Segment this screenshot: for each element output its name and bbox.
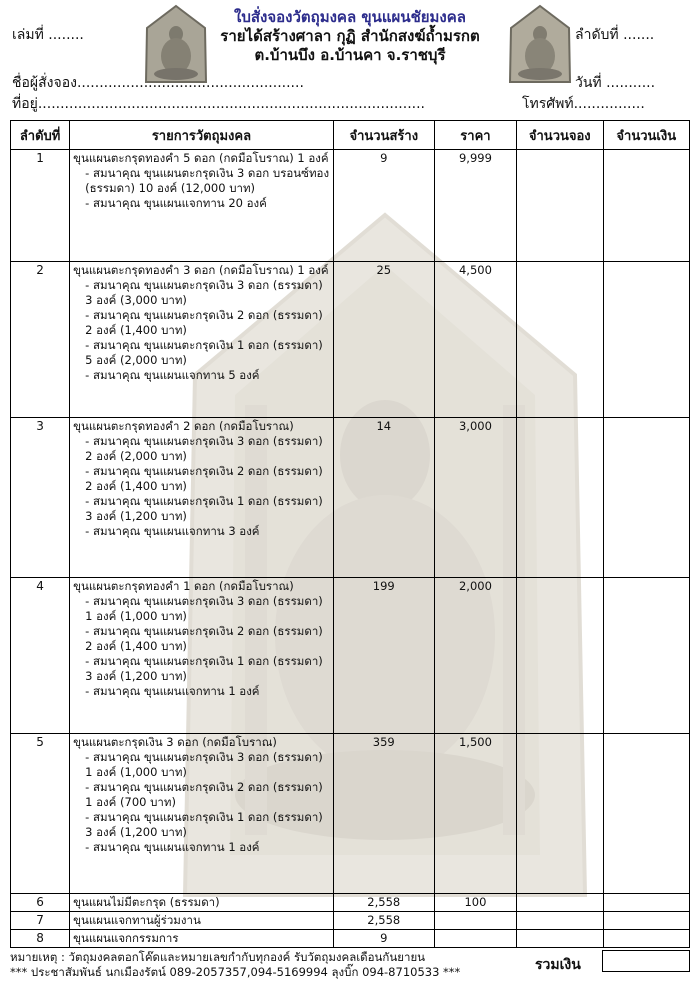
item-main-text: ขุนแผนไม่มีตะกรุด (ธรรมดา) xyxy=(73,895,220,909)
item-bonus-text: - สมนาคุณ ขุนแผนตะกรุดเงิน 2 ดอก (ธรรมดา) 2 องค์ (1,400 บาท) xyxy=(85,464,323,493)
row-reserve-cell[interactable] xyxy=(517,418,603,578)
row-amount-cell[interactable] xyxy=(603,418,690,578)
row-amount-cell[interactable] xyxy=(603,578,690,734)
item-main-text: ขุนแผนตะกรุดทองคำ 5 ดอก (กดมือโบราณ) 1 องค์ xyxy=(73,151,329,165)
item-main-text: ขุนแผนแจกกรรมการ xyxy=(73,931,179,945)
row-quantity: 9 xyxy=(333,150,434,262)
item-bonus-text: - สมนาคุณ ขุนแผนตะกรุดเงิน 2 ดอก (ธรรมดา) 1 องค์ (700 บาท) xyxy=(85,780,323,809)
item-bonus-text: - สมนาคุณ ขุนแผนแจกทาน 20 องค์ xyxy=(85,196,267,210)
header-quantity: จำนวนสร้าง xyxy=(333,121,434,150)
item-bonus-text: - สมนาคุณ ขุนแผนตะกรุดเงิน 3 ดอก (ธรรมดา) 2 องค์ (2,000 บาท) xyxy=(85,434,323,463)
row-price xyxy=(434,912,516,930)
item-main-text: ขุนแผนตะกรุดทองคำ 3 ดอก (กดมือโบราณ) 1 องค์ xyxy=(73,263,329,277)
row-amount-cell[interactable] xyxy=(603,734,690,894)
row-item xyxy=(70,262,334,418)
footer xyxy=(10,950,460,980)
item-main-text: ขุนแผนตะกรุดทองคำ 2 ดอก (กดมือโบราณ) xyxy=(73,419,294,433)
table-row xyxy=(11,930,690,948)
row-reserve-cell[interactable] xyxy=(517,894,603,912)
row-reserve-cell[interactable] xyxy=(517,912,603,930)
row-amount-cell[interactable] xyxy=(603,262,690,418)
table-row xyxy=(11,262,690,418)
row-price: 1,500 xyxy=(434,734,516,894)
item-main-text: ขุนแผนแจกทานผู้ร่วมงาน xyxy=(73,913,201,927)
row-quantity: 14 xyxy=(333,418,434,578)
row-quantity: 2,558 xyxy=(333,894,434,912)
item-main-text: ขุนแผนตะกรุดเงิน 3 ดอก (กดมือโบราณ) xyxy=(73,735,277,749)
table-row xyxy=(11,418,690,578)
header-reserve: จำนวนจอง xyxy=(517,121,603,150)
row-quantity: 199 xyxy=(333,578,434,734)
row-reserve-cell[interactable] xyxy=(517,930,603,948)
row-item xyxy=(70,150,334,262)
row-price: 3,000 xyxy=(434,418,516,578)
row-price xyxy=(434,930,516,948)
form-title-block xyxy=(185,8,515,65)
item-bonus-text: - สมนาคุณ ขุนแผนแจกทาน 1 องค์ xyxy=(85,840,260,854)
row-quantity: 25 xyxy=(333,262,434,418)
header-amount: จำนวนเงิน xyxy=(603,121,690,150)
row-price: 2,000 xyxy=(434,578,516,734)
row-amount-cell[interactable] xyxy=(603,894,690,912)
row-item xyxy=(70,734,334,894)
row-number: 4 xyxy=(11,578,70,734)
row-reserve-cell[interactable] xyxy=(517,150,603,262)
form-title: ใบสั่งจองวัตถุมงคล ขุนแผนชัยมงคล xyxy=(234,8,466,26)
phone-field[interactable]: โทรศัพท์................ xyxy=(522,96,645,112)
table-row xyxy=(11,734,690,894)
row-number: 5 xyxy=(11,734,70,894)
item-bonus-text: - สมนาคุณ ขุนแผนตะกรุดเงิน 3 ดอก บรอนซ์ทอง (ธรรมดา) 10 องค์ (12,000 บาท) xyxy=(85,166,330,195)
row-amount-cell[interactable] xyxy=(603,912,690,930)
order-table xyxy=(10,120,690,948)
sequence-number-label: ลำดับที่ ....... xyxy=(575,27,655,43)
row-item xyxy=(70,930,334,948)
item-bonus-text: - สมนาคุณ ขุนแผนตะกรุดเงิน 3 ดอก (ธรรมดา) 3 องค์ (3,000 บาท) xyxy=(85,278,323,307)
row-item xyxy=(70,418,334,578)
row-quantity: 359 xyxy=(333,734,434,894)
row-item xyxy=(70,912,334,930)
item-bonus-text: - สมนาคุณ ขุนแผนตะกรุดเงิน 1 ดอก (ธรรมดา) 3 องค์ (1,200 บาท) xyxy=(85,810,323,839)
row-number: 7 xyxy=(11,912,70,930)
item-bonus-text: - สมนาคุณ ขุนแผนแจกทาน 5 องค์ xyxy=(85,368,260,382)
row-number: 1 xyxy=(11,150,70,262)
header-price: ราคา xyxy=(434,121,516,150)
item-bonus-text: - สมนาคุณ ขุนแผนตะกรุดเงิน 3 ดอก (ธรรมดา) 1 องค์ (1,000 บาท) xyxy=(85,750,323,779)
row-number: 6 xyxy=(11,894,70,912)
form-subtitle: รายได้สร้างศาลา กุฏิ สำนักสงฆ์ถ้ำมรกต xyxy=(220,27,480,45)
item-main-text: ขุนแผนตะกรุดทองคำ 1 ดอก (กดมือโบราณ) xyxy=(73,579,294,593)
row-amount-cell[interactable] xyxy=(603,150,690,262)
row-amount-cell[interactable] xyxy=(603,930,690,948)
item-bonus-text: - สมนาคุณ ขุนแผนตะกรุดเงิน 1 ดอก (ธรรมดา) 5 องค์ (2,000 บาท) xyxy=(85,338,323,367)
total-label: รวมเงิน xyxy=(535,957,581,973)
row-price: 100 xyxy=(434,894,516,912)
row-quantity: 2,558 xyxy=(333,912,434,930)
header-item: รายการวัตถุมงคล xyxy=(70,121,334,150)
orderer-name-field[interactable]: ชื่อผู้สั่งจอง................................................... xyxy=(12,75,304,91)
date-field[interactable]: วันที่ ........... xyxy=(575,75,656,91)
item-bonus-text: - สมนาคุณ ขุนแผนตะกรุดเงิน 2 ดอก (ธรรมดา) 2 องค์ (1,400 บาท) xyxy=(85,308,323,337)
amulet-right-image xyxy=(507,4,573,84)
item-bonus-text: - สมนาคุณ ขุนแผนแจกทาน 1 องค์ xyxy=(85,684,260,698)
item-bonus-text: - สมนาคุณ ขุนแผนตะกรุดเงิน 1 ดอก (ธรรมดา) 3 องค์ (1,200 บาท) xyxy=(85,494,323,523)
row-item xyxy=(70,578,334,734)
row-reserve-cell[interactable] xyxy=(517,578,603,734)
header-no: ลำดับที่ xyxy=(11,121,70,150)
row-quantity: 9 xyxy=(333,930,434,948)
total-amount-box[interactable] xyxy=(602,950,690,972)
address-field[interactable]: ที่อยู่....................................................................................... xyxy=(12,96,426,112)
footer-note: หมายเหตุ : วัตถุมงคลตอกโค๊ดและหมายเลขกำกับทุกองค์ รับวัตถุมงคลเดือนกันยายน xyxy=(10,950,426,964)
table-row xyxy=(11,912,690,930)
table-header-row xyxy=(11,121,690,150)
form-location: ต.บ้านบึง อ.บ้านคา จ.ราชบุรี xyxy=(254,46,446,64)
row-number: 3 xyxy=(11,418,70,578)
table-row xyxy=(11,894,690,912)
table-body xyxy=(11,150,690,948)
row-reserve-cell[interactable] xyxy=(517,262,603,418)
table-row xyxy=(11,150,690,262)
item-bonus-text: - สมนาคุณ ขุนแผนตะกรุดเงิน 2 ดอก (ธรรมดา) 2 องค์ (1,400 บาท) xyxy=(85,624,323,653)
row-reserve-cell[interactable] xyxy=(517,734,603,894)
item-bonus-text: - สมนาคุณ ขุนแผนแจกทาน 3 องค์ xyxy=(85,524,260,538)
row-price: 4,500 xyxy=(434,262,516,418)
table-row xyxy=(11,578,690,734)
book-number-label: เล่มที่ ........ xyxy=(12,27,84,43)
row-number: 8 xyxy=(11,930,70,948)
footer-contact: *** ประชาสัมพันธ์ นกเมืองรัตน์ 089-2057357,094-5169994 ลุงบิ๊ก 094-8710533 *** xyxy=(10,965,461,979)
row-price: 9,999 xyxy=(434,150,516,262)
row-item xyxy=(70,894,334,912)
row-number: 2 xyxy=(11,262,70,418)
item-bonus-text: - สมนาคุณ ขุนแผนตะกรุดเงิน 3 ดอก (ธรรมดา) 1 องค์ (1,000 บาท) xyxy=(85,594,323,623)
item-bonus-text: - สมนาคุณ ขุนแผนตะกรุดเงิน 1 ดอก (ธรรมดา) 3 องค์ (1,200 บาท) xyxy=(85,654,323,683)
